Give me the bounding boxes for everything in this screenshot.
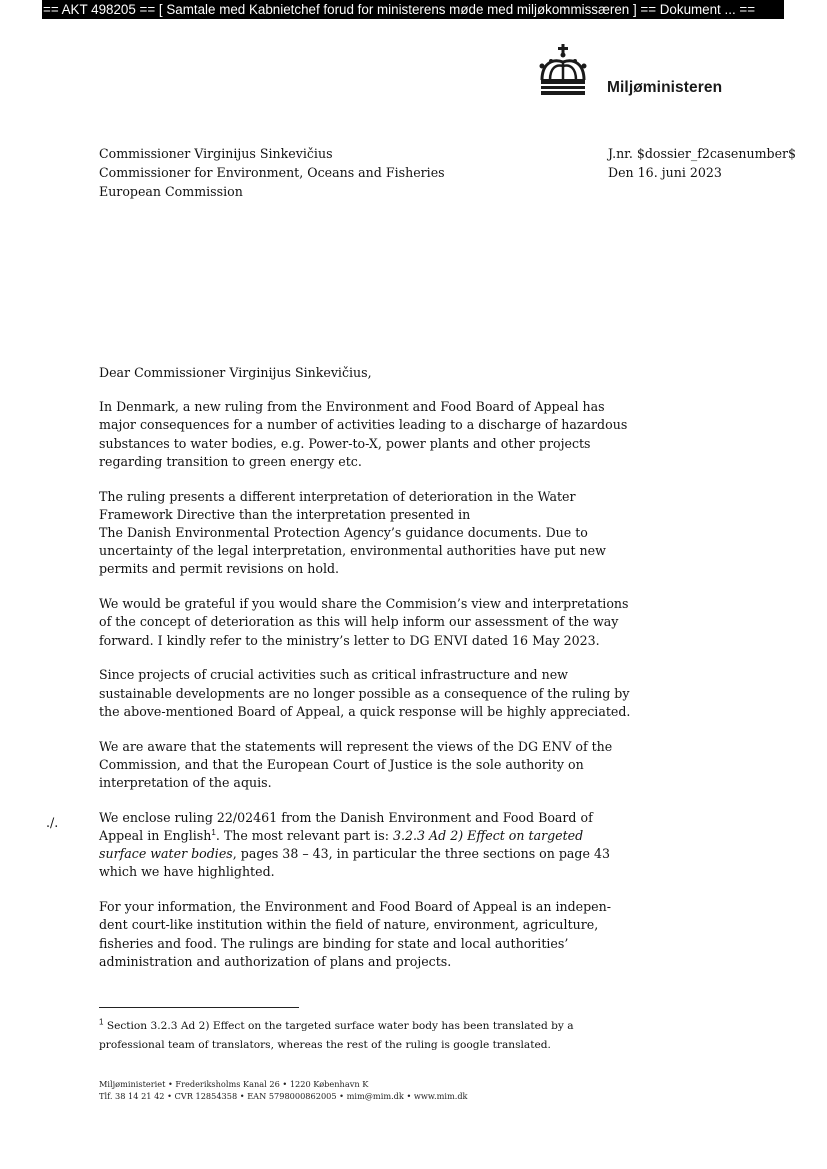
paragraph-line: Commission, and that the European Court of Justice is the sole authority on [99,756,584,772]
paragraph-line: the above-mentioned Board of Appeal, a quick response will be highly appreciated. [99,703,631,719]
paragraph [99,595,629,650]
paragraph-line: uncertainty of the legal interpretation, environmental authorities have put new [99,543,606,559]
text-fragment: . The most relevant part is: [215,828,393,844]
paragraph-line: major consequences for a number of activities leading to a discharge of hazardous [99,417,628,433]
paragraph-line: Since projects of crucial activities such as critical infrastructure and new [99,667,568,683]
paragraph-line: substances to water bodies, e.g. Power-to-X, power plants and other projects [99,435,591,451]
paragraph-line: interpretation of the aquis. [99,775,272,791]
paragraph [99,398,628,471]
enclosure-paragraph [99,809,619,882]
paragraph-line: In Denmark, a new ruling from the Environment and Food Board of Appeal has [99,399,605,415]
paragraph-line: The ruling presents a different interpretation of deterioration in the Water [99,488,576,504]
footnote [99,1017,619,1055]
journal-number: J.nr. $dossier_f2casenumber$ [608,146,797,161]
paragraph-line: For your information, the Environment and Food Board of Appeal is an indepen- [99,899,611,915]
paragraph-line: permits and permit revisions on hold. [99,561,340,577]
paragraph-line: dent court-like institution within the field of nature, environment, agriculture, [99,917,599,933]
footnote-divider [99,1007,299,1008]
section-title-italic: 3.2.3 Ad 2) Effect on targeted [392,828,584,844]
letter-body [99,364,631,988]
paragraph-line [99,827,619,845]
recipient-line: European Commission [99,184,243,200]
paragraph-line: We would be grateful if you would share the Commision’s view and interpretations [99,596,629,612]
footer-address: Miljøministeriet • Frederiksholms Kanal 26 • 1220 København K [99,1079,369,1089]
document-header-bar: == AKT 498205 == [ Samtale med Kabnietchef forud for ministerens møde med miljøkommissæren ] == Dokument ... == [42,0,784,19]
section-title-italic: surface water bodies [99,846,233,862]
text-fragment: , pages 38 – 43, in particular the three sections on page 43 [232,846,610,862]
footer-contact: Tlf. 38 14 21 42 • CVR 12854358 • EAN 5798000862005 • mim@mim.dk • www.mim.dk [99,1090,468,1101]
paragraph-line: We are aware that the statements will represent the views of the DG ENV of the [99,738,613,754]
enclosure-mark: ./. [46,815,59,830]
danish-crown-icon [538,44,588,96]
recipient-line: Commissioner for Environment, Oceans and Fisheries [99,165,445,181]
paragraph-line: sustainable developments are no longer possible as a consequence of the ruling by [99,685,630,701]
recipient-address [99,144,445,202]
paragraph-line: administration and authorization of plans and projects. [99,953,452,969]
recipient-line: Commissioner Virginijus Sinkevičius [99,146,333,161]
paragraph-line: of the concept of deterioration as this will help inform our assessment of the way [99,614,619,630]
paragraph-line: which we have highlighted. [99,864,275,880]
text-fragment: Appeal in English [99,828,212,844]
footnote-line [99,1017,619,1036]
footnote-line: professional team of translators, whereas the rest of the ruling is google translated. [99,1039,551,1051]
page-footer [99,1079,468,1103]
paragraph [99,898,619,971]
paragraph-line: forward. I kindly refer to the ministry’s letter to DG ENVI dated 16 May 2023. [99,632,600,648]
paragraph [99,666,631,721]
paragraph [99,738,619,793]
paragraph-line: fisheries and food. The rulings are binding for state and local authorities’ [99,935,569,951]
paragraph-line [99,845,619,863]
footnote-number: 1 [99,1017,104,1027]
paragraph [99,488,619,579]
paragraph-line: The Danish Environmental Protection Agency’s guidance documents. Due to [99,525,588,541]
ministry-name: Miljøministeren [607,79,723,96]
document-meta [608,144,796,182]
footnote-reference: 1 [211,827,216,837]
paragraph-line: Framework Directive than the interpretation presented in [99,506,471,522]
salutation: Dear Commissioner Virginijus Sinkevičius, [99,365,372,380]
paragraph-line: We enclose ruling 22/02461 from the Danish Environment and Food Board of [99,809,593,825]
document-date: Den 16. juni 2023 [608,165,722,181]
paragraph-line: regarding transition to green energy etc. [99,453,362,469]
text-fragment: Section 3.2.3 Ad 2) Effect on the targeted surface water body has been translated by a [106,1020,574,1032]
